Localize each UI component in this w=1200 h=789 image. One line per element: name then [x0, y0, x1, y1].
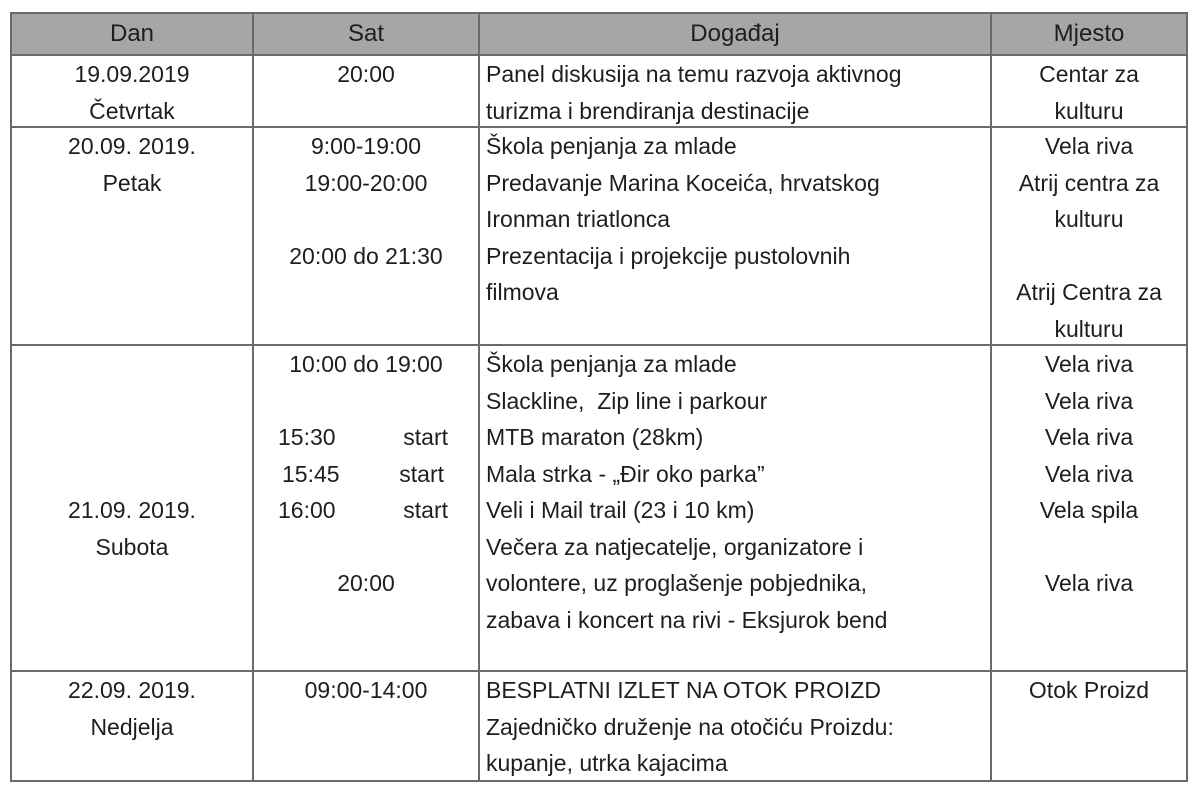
day-cell [12, 128, 252, 344]
event-line: volontere, uz proglašenje pobjednika, [486, 570, 868, 596]
place-line: Otok Proizd [1028, 677, 1150, 703]
place-line [992, 529, 1186, 566]
weekday: Četvrtak [89, 97, 175, 124]
time-cell [252, 346, 478, 670]
time: 20:00 [337, 61, 395, 87]
event-line: Škola penjanja za mlade [486, 351, 737, 377]
event-line: Panel diskusija na temu razvoja aktivnog [486, 61, 902, 87]
start-label: start [403, 424, 448, 450]
time-cell [252, 672, 478, 780]
header-sat: Sat [252, 14, 478, 54]
time: 19:00-20:00 [304, 169, 428, 196]
start-label: start [399, 460, 444, 487]
event-line: zabava i koncert na rivi - Eksjurok bend [486, 606, 888, 633]
place-line: Atrij centra za [1018, 169, 1160, 196]
weekday: Nedjelja [90, 713, 174, 740]
place-cell [990, 346, 1186, 670]
event-line: Ironman triatlonca [486, 206, 671, 232]
table-header [12, 14, 1186, 54]
time: 20:00 do 21:30 [289, 242, 443, 269]
place-line [992, 238, 1186, 275]
table-row [12, 54, 1186, 126]
header-dogadaj: Događaj [478, 14, 990, 54]
event-cell [478, 56, 990, 126]
place-cell [990, 56, 1186, 126]
event-cell [478, 672, 990, 780]
place-line: kulturu [1054, 315, 1124, 342]
event-cell [478, 128, 990, 344]
time: 16:00 [278, 497, 336, 523]
day-cell [12, 672, 252, 780]
event-line: filmova [486, 279, 559, 305]
time-start [254, 492, 478, 529]
time: 10:00 do 19:00 [289, 351, 443, 377]
start-label: start [403, 497, 448, 523]
event-line: Slackline, Zip line i parkour [486, 387, 768, 414]
time-spacer [254, 529, 478, 566]
time-start [254, 456, 478, 493]
place-line: Vela riva [1044, 460, 1134, 487]
day-cell [12, 346, 252, 670]
place-line: Vela spila [1039, 497, 1139, 523]
date: 21.09. 2019. [68, 497, 196, 523]
event-line: Škola penjanja za mlade [486, 133, 737, 159]
time: 9:00-19:00 [311, 133, 421, 159]
place-line: Centar za [1039, 61, 1139, 87]
time [254, 201, 478, 238]
time: 15:45 [282, 460, 340, 487]
place-line: kulturu [1054, 97, 1124, 124]
day-cell [12, 56, 252, 126]
event-line: turizma i brendiranja destinacije [486, 97, 810, 124]
time: 20:00 [337, 570, 395, 596]
table-row [12, 670, 1186, 780]
time-cell [252, 128, 478, 344]
event-line: MTB maraton (28km) [486, 424, 704, 450]
place-line: Vela riva [1044, 570, 1134, 596]
time: 09:00-14:00 [304, 677, 428, 703]
date: 19.09.2019 [74, 61, 190, 87]
header-mjesto: Mjesto [990, 14, 1186, 54]
date: 22.09. 2019. [68, 677, 196, 703]
time: 15:30 [278, 424, 336, 450]
place-line: Vela riva [1044, 133, 1134, 159]
event-line: BESPLATNI IZLET NA OTOK PROIZD [486, 677, 881, 703]
event-line: Predavanje Marina Koceića, hrvatskog [486, 169, 880, 196]
place-line: Vela riva [1044, 387, 1134, 414]
table-row [12, 344, 1186, 670]
place-cell [990, 672, 1186, 780]
event-schedule-table [10, 12, 1188, 782]
weekday: Subota [95, 533, 169, 560]
event-line: Veli i Mail trail (23 i 10 km) [486, 497, 755, 523]
place-line: kulturu [1054, 206, 1124, 232]
event-line: Zajedničko druženje na otočiću Proizdu: [486, 713, 894, 740]
time-start [254, 419, 478, 456]
event-line: Večera za natjecatelje, organizatore i [486, 533, 864, 560]
time-cell [252, 56, 478, 126]
place-line: Vela riva [1044, 424, 1134, 450]
event-cell [478, 346, 990, 670]
event-line: kupanje, utrka kajacima [486, 750, 728, 776]
time-spacer [254, 383, 478, 420]
place-cell [990, 128, 1186, 344]
place-line: Vela riva [1044, 351, 1134, 377]
header-dan: Dan [109, 20, 155, 47]
event-line: Prezentacija i projekcije pustolovnih [486, 242, 851, 269]
table-row [12, 126, 1186, 344]
weekday: Petak [102, 169, 162, 196]
date: 20.09. 2019. [68, 133, 196, 159]
place-line: Atrij Centra za [1016, 279, 1162, 305]
event-line: Mala strka - „Đir oko parka” [486, 460, 765, 487]
